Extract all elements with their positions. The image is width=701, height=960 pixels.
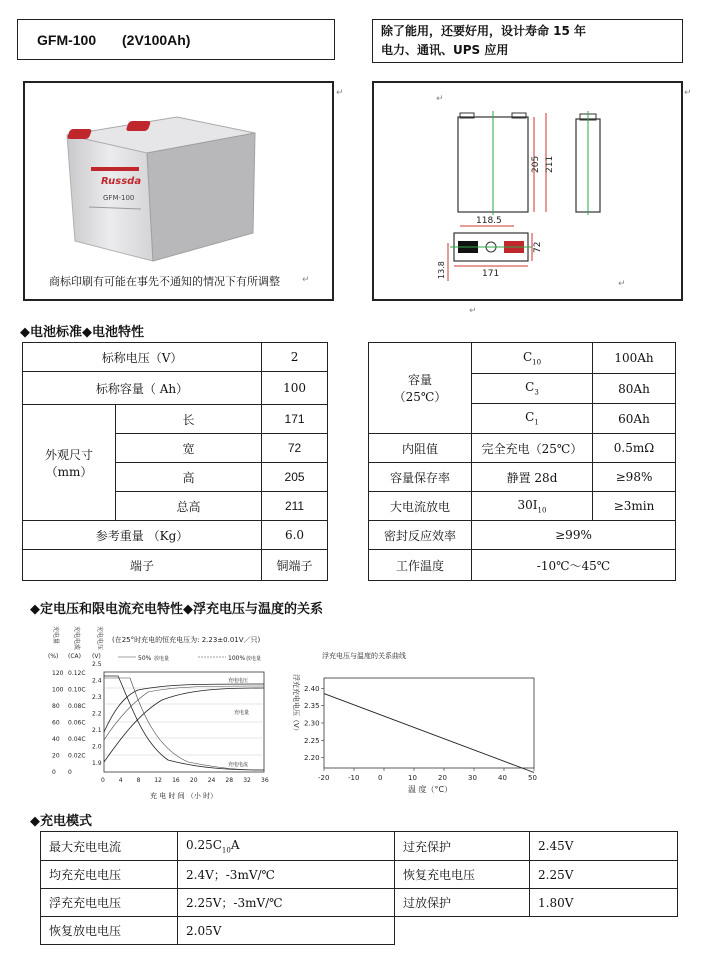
float-y-tick-label: 2.20 bbox=[304, 754, 320, 763]
charge-y3-tick: 2.5 bbox=[92, 661, 102, 668]
high-current-condition bbox=[472, 492, 593, 521]
float-chart-ylabel: 浮充充电电压（V） bbox=[292, 674, 300, 735]
charge-x-tick: 24 bbox=[207, 777, 216, 784]
slogan-line-2: 电力、通讯、UPS 应用 bbox=[381, 43, 509, 57]
current-curve-100 bbox=[104, 678, 264, 770]
photo-model-text: GFM-100 bbox=[103, 194, 135, 202]
characteristics-table bbox=[368, 342, 676, 581]
dim-13-8: 13.8 bbox=[437, 261, 446, 279]
c1-value: 60Ah bbox=[593, 404, 676, 434]
dimensions-label-line-2: （mm） bbox=[45, 464, 93, 479]
charge-y2-tick: 0.06C bbox=[68, 719, 86, 727]
max-current-subscript: 10 bbox=[221, 846, 231, 855]
terminal-label: 端子 bbox=[23, 550, 262, 581]
terminal-value: 铜端子 bbox=[262, 550, 328, 581]
float-x-tick-label: -20 bbox=[318, 774, 330, 782]
nominal-voltage-value: 2 bbox=[262, 343, 328, 372]
max-current-suffix: A bbox=[230, 837, 240, 852]
float-y-tick-label: 2.35 bbox=[304, 702, 320, 711]
charge-y1-tick: 100 bbox=[52, 686, 64, 694]
overdischarge-value: 1.80V bbox=[530, 889, 678, 917]
width-value: 72 bbox=[262, 434, 328, 463]
drawing-box-mark: ↵ bbox=[684, 88, 692, 98]
y2-axis-unit: (CA) bbox=[68, 653, 81, 660]
float-x-tick-label: -10 bbox=[348, 774, 360, 782]
dim-211: 211 bbox=[545, 155, 555, 173]
charge-y2-ticks bbox=[68, 670, 86, 776]
retention-label: 容量保存率 bbox=[369, 463, 472, 492]
resistance-label: 内阻值 bbox=[369, 434, 472, 463]
charge-x-label: 充 电 时 间 （小 时） bbox=[150, 792, 218, 800]
dimensions-label bbox=[23, 405, 116, 521]
float-y-tick-label: 2.25 bbox=[304, 736, 320, 745]
c1-label bbox=[472, 404, 593, 434]
total-height-label: 总高 bbox=[116, 492, 262, 521]
float-chart-title: 浮充电压与温度的关系曲线 bbox=[322, 652, 406, 660]
charge-x-tick: 4 bbox=[118, 777, 123, 784]
c3-label bbox=[472, 374, 593, 404]
photo-box-mark: ↵ bbox=[336, 88, 344, 98]
y3-axis-unit: (V) bbox=[92, 653, 101, 660]
seal-value: ≥99% bbox=[472, 521, 676, 550]
recharge-voltage-value: 2.25V bbox=[530, 861, 678, 889]
overcharge-value: 2.45V bbox=[530, 832, 678, 861]
charge-plot-frame bbox=[104, 672, 264, 772]
charge-chart-title: (在25°时充电的恒充电压为: 2.23±0.01V／只) bbox=[112, 636, 261, 644]
y2-axis-label: 充电电流 bbox=[73, 626, 80, 651]
capacity-label-line-1: 容量 bbox=[407, 373, 432, 387]
below-drawing-mark: ↵ bbox=[469, 306, 477, 316]
c3-value: 80Ah bbox=[593, 374, 676, 404]
float-y-tick-label: 2.40 bbox=[304, 684, 320, 693]
model-box bbox=[17, 19, 335, 60]
float-voltage-value: 2.25V；-3mV/℃ bbox=[178, 889, 395, 917]
temp-value: -10℃～45℃ bbox=[472, 550, 676, 581]
dimension-drawing-box bbox=[372, 81, 683, 301]
float-voltage-label: 浮充充电电压 bbox=[41, 889, 178, 917]
c1-subscript: 1 bbox=[534, 418, 539, 427]
nominal-capacity-label: 标称容量（ Ah） bbox=[23, 372, 262, 405]
high-current-subscript: 10 bbox=[537, 506, 547, 515]
float-voltage-chart bbox=[280, 640, 550, 820]
nominal-capacity-value: 100 bbox=[262, 372, 328, 405]
float-y-ticks bbox=[304, 685, 324, 762]
charge-x-tick: 0 bbox=[101, 777, 105, 784]
charge-y1-tick: 60 bbox=[52, 719, 60, 727]
retention-condition: 静置 28d bbox=[472, 463, 593, 492]
retention-value: ≥98% bbox=[593, 463, 676, 492]
section-title-charging: ◆定电压和限电流充电特性◆浮充电压与温度的关系 bbox=[30, 602, 323, 617]
charge-x-tick: 32 bbox=[243, 777, 251, 784]
annot-current: 充电电流 bbox=[228, 762, 249, 768]
float-x-tick-label: 20 bbox=[438, 774, 447, 782]
charge-x-tick: 28 bbox=[225, 777, 234, 784]
charge-x-tick: 12 bbox=[154, 777, 162, 784]
charge-y2-tick: 0.10C bbox=[68, 686, 86, 694]
capacity-label bbox=[369, 343, 472, 434]
float-series bbox=[324, 694, 534, 773]
photo-brand-text: Russda bbox=[101, 176, 142, 187]
section-title-charge-mode: ◆充电模式 bbox=[30, 814, 92, 829]
capacity-label-line-2: （25℃） bbox=[393, 390, 447, 404]
c10-subscript: 10 bbox=[532, 358, 542, 367]
charge-x-tick: 16 bbox=[172, 777, 180, 784]
charge-y1-tick: 40 bbox=[52, 736, 60, 743]
equalize-voltage-value: 2.4V；-3mV/℃ bbox=[178, 861, 395, 889]
legend-100-unit: 放电量 bbox=[246, 656, 262, 662]
y3-axis-label: 充电电压 bbox=[96, 626, 103, 651]
high-current-label: 大电流放电 bbox=[369, 492, 472, 521]
y1-axis-unit: (%) bbox=[48, 653, 59, 660]
height-label: 高 bbox=[116, 463, 262, 492]
charge-y2-tick: 0.02C bbox=[68, 752, 86, 760]
slogan-line-1: 除了能用，还要好用，设计寿命 15 年 bbox=[381, 24, 587, 38]
length-label: 长 bbox=[116, 405, 262, 434]
charge-y2-tick: 0.04C bbox=[68, 736, 86, 743]
float-plot-frame bbox=[324, 678, 534, 768]
c10-value: 100Ah bbox=[593, 343, 676, 374]
float-chart-xlabel: 温 度（°C） bbox=[408, 785, 453, 794]
resistance-value: 0.5mΩ bbox=[593, 434, 676, 463]
weight-value: 6.0 bbox=[262, 521, 328, 550]
float-x-tick-label: 0 bbox=[378, 774, 383, 782]
charge-y3-tick: 2.0 bbox=[92, 743, 102, 751]
c3-letter: C bbox=[525, 380, 535, 395]
charge-y2-tick: 0 bbox=[68, 769, 72, 776]
float-series-line bbox=[324, 694, 534, 773]
resistance-condition: 完全充电（25℃） bbox=[472, 434, 593, 463]
drawing-mark-2: ↵ bbox=[618, 279, 626, 289]
battery-photo-box bbox=[23, 81, 334, 301]
annot-voltage: 充电电压 bbox=[228, 678, 249, 684]
charge-y1-tick: 20 bbox=[52, 752, 60, 760]
charge-y3-ticks bbox=[92, 661, 102, 767]
charge-y3-tick: 1.9 bbox=[92, 760, 102, 767]
charge-y2-tick: 0.08C bbox=[68, 703, 86, 710]
seal-label: 密封反应效率 bbox=[369, 521, 472, 550]
length-value: 171 bbox=[262, 405, 328, 434]
weight-label: 参考重量 （Kg） bbox=[23, 521, 262, 550]
dim-171: 171 bbox=[482, 269, 500, 279]
charge-x-tick: 36 bbox=[261, 777, 269, 784]
recover-discharge-label: 恢复放电电压 bbox=[41, 917, 178, 945]
photo-caption: 商标印刷有可能在事先不通知的情况下有所调整 bbox=[49, 275, 280, 288]
spec-table bbox=[22, 342, 328, 581]
high-current-base: 30I bbox=[517, 497, 538, 512]
overcharge-label: 过充保护 bbox=[395, 832, 530, 861]
float-x-tick-label: 10 bbox=[408, 774, 417, 782]
width-label: 宽 bbox=[116, 434, 262, 463]
dim-72: 72 bbox=[533, 241, 543, 253]
max-current-value bbox=[178, 832, 395, 861]
max-current-label: 最大充电电流 bbox=[41, 832, 178, 861]
charge-x-tick: 8 bbox=[136, 777, 141, 784]
float-y-tick-label: 2.30 bbox=[304, 719, 320, 728]
voltage-curve bbox=[104, 684, 264, 732]
annot-volume: 充电量 bbox=[234, 710, 250, 716]
charge-y3-tick: 2.2 bbox=[92, 710, 102, 718]
dim-118-5: 118.5 bbox=[476, 216, 502, 226]
charge-y1-tick: 80 bbox=[52, 703, 60, 710]
float-x-tick-label: 30 bbox=[468, 774, 477, 782]
legend-50: 50% bbox=[138, 655, 152, 662]
legend-50-unit: 放电量 bbox=[154, 656, 170, 662]
charge-curves bbox=[104, 676, 264, 770]
charge-y3-tick: 2.3 bbox=[92, 694, 102, 701]
section-title-standards: ◆电池标准◆电池特性 bbox=[20, 325, 144, 340]
high-current-value: ≥3min bbox=[593, 492, 676, 521]
empty-cell bbox=[395, 917, 678, 945]
float-x-tick-label: 40 bbox=[498, 774, 507, 782]
c10-letter: C bbox=[522, 349, 533, 364]
charge-characteristic-chart bbox=[38, 622, 298, 802]
recharge-voltage-label: 恢复充电电压 bbox=[395, 861, 530, 889]
height-value: 205 bbox=[262, 463, 328, 492]
float-x-ticks bbox=[318, 768, 537, 782]
max-current-base: 0.25C bbox=[186, 837, 222, 852]
legend-100: 100% bbox=[228, 655, 246, 662]
model-spec: (2V100Ah) bbox=[122, 32, 191, 48]
charge-x-tick: 20 bbox=[189, 777, 198, 784]
slogan-box bbox=[372, 19, 683, 63]
c1-letter: C bbox=[525, 410, 535, 425]
charge-y3-tick: 2.1 bbox=[92, 727, 102, 734]
nominal-voltage-label: 标称电压（V） bbox=[23, 343, 262, 372]
overdischarge-label: 过放保护 bbox=[395, 889, 530, 917]
c10-label bbox=[472, 343, 593, 374]
dimension-drawing bbox=[374, 83, 681, 299]
charge-y1-tick: 0 bbox=[52, 769, 56, 776]
charge-y3-tick: 2.4 bbox=[92, 677, 102, 685]
dimensions-label-line-1: 外观尺寸 bbox=[44, 447, 93, 462]
equalize-voltage-label: 均充充电电压 bbox=[41, 861, 178, 889]
charge-mode-table bbox=[40, 831, 678, 945]
photo-caption-mark: ↵ bbox=[302, 275, 310, 285]
dim-205: 205 bbox=[531, 155, 541, 173]
charge-y2-tick: 0.12C bbox=[68, 670, 86, 677]
c3-subscript: 3 bbox=[534, 388, 539, 397]
y1-axis-label: 充电量 bbox=[52, 626, 59, 645]
float-x-tick-label: 50 bbox=[528, 774, 537, 782]
temp-label: 工作温度 bbox=[369, 550, 472, 581]
recover-discharge-value: 2.05V bbox=[178, 917, 395, 945]
model-name: GFM-100 bbox=[37, 32, 97, 48]
charge-x-ticks bbox=[101, 777, 269, 784]
total-height-value: 211 bbox=[262, 492, 328, 521]
battery-photo bbox=[25, 83, 332, 299]
drawing-mark-1: ↵ bbox=[436, 94, 444, 104]
charge-y1-tick: 120 bbox=[52, 670, 64, 677]
charge-y1-ticks bbox=[52, 670, 64, 776]
current-curve bbox=[104, 676, 264, 770]
